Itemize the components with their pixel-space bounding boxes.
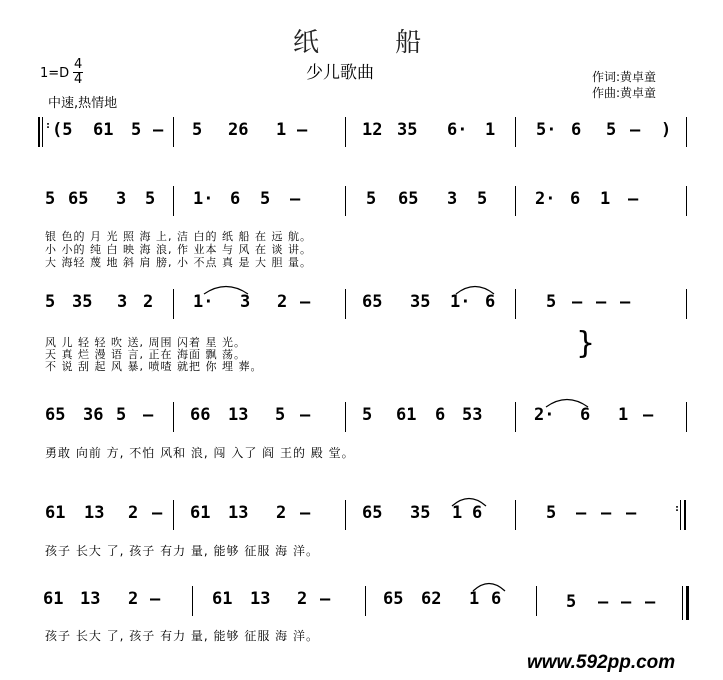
note: 5 — [192, 120, 203, 140]
note: 53 — [462, 405, 483, 425]
slur — [203, 283, 249, 295]
barline — [345, 117, 346, 147]
barline — [173, 117, 174, 147]
barline — [345, 402, 346, 432]
final-thin-line — [682, 586, 683, 620]
barline — [173, 186, 174, 216]
time-signature-bottom: 4 — [74, 72, 83, 87]
note: 65 — [362, 503, 383, 523]
barline — [173, 402, 174, 432]
note: 13 — [80, 589, 101, 609]
note: – — [598, 592, 609, 612]
note: – — [153, 120, 164, 140]
note: 13 — [250, 589, 271, 609]
note: 13 — [228, 405, 249, 425]
composer-credit: 作曲:黄卓童 — [592, 86, 657, 100]
note: 6 — [570, 189, 581, 209]
lyric-line: 风 儿 轻 轻 吹 送, 周围 闪着 星 光。 — [45, 336, 246, 349]
note: 3 — [117, 292, 128, 312]
note: – — [601, 503, 612, 523]
note: 5 — [145, 189, 156, 209]
note: 35 — [72, 292, 93, 312]
note: – — [626, 503, 637, 523]
note: – — [645, 592, 656, 612]
note: 65 — [45, 405, 66, 425]
note: 65 — [398, 189, 419, 209]
note: – — [596, 292, 607, 312]
note: 5 — [131, 120, 142, 140]
note: 61 — [212, 589, 233, 609]
note: – — [300, 405, 311, 425]
note: 65 — [383, 589, 404, 609]
note: – — [620, 292, 631, 312]
repeat-dots: : — [674, 503, 681, 514]
note: 6 — [571, 120, 582, 140]
barline — [686, 289, 687, 319]
note: 5 — [606, 120, 617, 140]
note: 1 — [276, 120, 287, 140]
note: 3 — [447, 189, 458, 209]
note: 2 — [143, 292, 154, 312]
note: 6· — [447, 120, 468, 140]
note: – — [628, 189, 639, 209]
tempo-marking: 中速,热情地 — [48, 96, 118, 111]
note: 5 — [362, 405, 373, 425]
song-title: 纸 船 — [293, 28, 456, 58]
barline — [345, 289, 346, 319]
note: – — [643, 405, 654, 425]
note: 6 — [485, 292, 496, 312]
note: 36 — [83, 405, 104, 425]
repeat-start-barline — [38, 117, 40, 147]
barline — [173, 500, 174, 530]
lyric-line: 天 真 烂 漫 语 言, 正在 海面 飘 荡。 — [45, 348, 246, 361]
note: – — [152, 503, 163, 523]
note: 1· — [193, 292, 214, 312]
repeat-end-thin-line — [680, 500, 681, 530]
note: (5 — [52, 120, 73, 140]
note: – — [297, 120, 308, 140]
note: 1 — [469, 589, 480, 609]
lyric-line: 勇敢 向前 方, 不怕 风和 浪, 闯 入了 阎 王的 殿 堂。 — [45, 446, 355, 460]
lyric-line: 孩子 长大 了, 孩子 有力 量, 能够 征服 海 洋。 — [45, 544, 319, 558]
note: 61 — [93, 120, 114, 140]
slur — [545, 396, 589, 408]
note: 26 — [228, 120, 249, 140]
slur — [451, 495, 487, 507]
note: – — [630, 120, 641, 140]
note: 2· — [534, 405, 555, 425]
barline — [686, 402, 687, 432]
note: 2 — [128, 589, 139, 609]
barline — [515, 117, 516, 147]
note: 6 — [491, 589, 502, 609]
note: – — [621, 592, 632, 612]
note: 13 — [228, 503, 249, 523]
note: 6 — [472, 503, 483, 523]
barline — [515, 402, 516, 432]
note: – — [576, 503, 587, 523]
barline — [345, 500, 346, 530]
note: 35 — [410, 292, 431, 312]
note: 35 — [410, 503, 431, 523]
note: 6 — [435, 405, 446, 425]
note: 5 — [116, 405, 127, 425]
note: 65 — [362, 292, 383, 312]
note: 13 — [84, 503, 105, 523]
note: 5 — [566, 592, 577, 612]
note: 6 — [230, 189, 241, 209]
note: 62 — [421, 589, 442, 609]
note: 5 — [546, 503, 557, 523]
final-barline — [686, 586, 689, 620]
note: 66 — [190, 405, 211, 425]
note: 1 — [600, 189, 611, 209]
key-signature: 1=D — [40, 66, 70, 81]
note: – — [143, 405, 154, 425]
repeat-start-thin-line — [42, 117, 43, 147]
note: – — [572, 292, 583, 312]
lyric-line: 小 小的 纯 白 映 海 浪, 作 业本 与 风 在 谈 讲。 — [45, 243, 312, 256]
note: 5 — [275, 405, 286, 425]
note: 1· — [450, 292, 471, 312]
note: 1 — [618, 405, 629, 425]
note: 12 — [362, 120, 383, 140]
barline — [345, 186, 346, 216]
note: 3 — [116, 189, 127, 209]
note: 61 — [45, 503, 66, 523]
note: 1 — [452, 503, 463, 523]
barline — [686, 117, 687, 147]
note: – — [320, 589, 331, 609]
note: 3 — [240, 292, 251, 312]
note: 1 — [485, 120, 496, 140]
barline — [515, 289, 516, 319]
note: 5 — [45, 292, 56, 312]
note: 5 — [260, 189, 271, 209]
note: 2 — [128, 503, 139, 523]
note: 5 — [366, 189, 377, 209]
note: 2· — [535, 189, 556, 209]
note: 61 — [190, 503, 211, 523]
lyric-line: 银 色的 月 光 照 海 上, 洁 白的 纸 船 在 远 航。 — [45, 230, 312, 243]
note: – — [150, 589, 161, 609]
note: 5· — [536, 120, 557, 140]
time-signature — [73, 58, 83, 87]
barline — [515, 186, 516, 216]
barline — [365, 586, 366, 616]
lyricist-credit: 作词:黄卓童 — [592, 70, 657, 84]
note: 2 — [297, 589, 308, 609]
note: 61 — [396, 405, 417, 425]
repeat-dots: : — [45, 120, 52, 131]
lyric-line: 不 说 刮 起 风 暴, 喷喳 就把 你 埋 葬。 — [45, 360, 263, 373]
note: – — [300, 503, 311, 523]
slur — [472, 580, 506, 592]
note: 2 — [277, 292, 288, 312]
verse-bracket: } — [576, 326, 596, 361]
note: – — [300, 292, 311, 312]
note: 35 — [397, 120, 418, 140]
barline — [686, 186, 687, 216]
repeat-end-barline — [684, 500, 686, 530]
note: – — [290, 189, 301, 209]
note: 1· — [193, 189, 214, 209]
note: 61 — [43, 589, 64, 609]
lyric-line: 大 海轻 蔑 地 斜 肩 膀, 小 不点 真 是 大 胆 量。 — [45, 256, 312, 269]
note: 5 — [546, 292, 557, 312]
barline — [515, 500, 516, 530]
barline — [536, 586, 537, 616]
time-signature-top: 4 — [74, 57, 83, 72]
note: 5 — [477, 189, 488, 209]
barline — [192, 586, 193, 616]
note: 6 — [580, 405, 591, 425]
note: 65 — [68, 189, 89, 209]
watermark-text: www.592pp.com — [527, 652, 676, 673]
barline — [173, 289, 174, 319]
slur — [455, 283, 495, 295]
note: 2 — [276, 503, 287, 523]
note: ) — [661, 120, 672, 140]
song-subtitle: 少儿歌曲 — [306, 63, 374, 83]
note: 5 — [45, 189, 56, 209]
lyric-line: 孩子 长大 了, 孩子 有力 量, 能够 征服 海 洋。 — [45, 629, 319, 643]
